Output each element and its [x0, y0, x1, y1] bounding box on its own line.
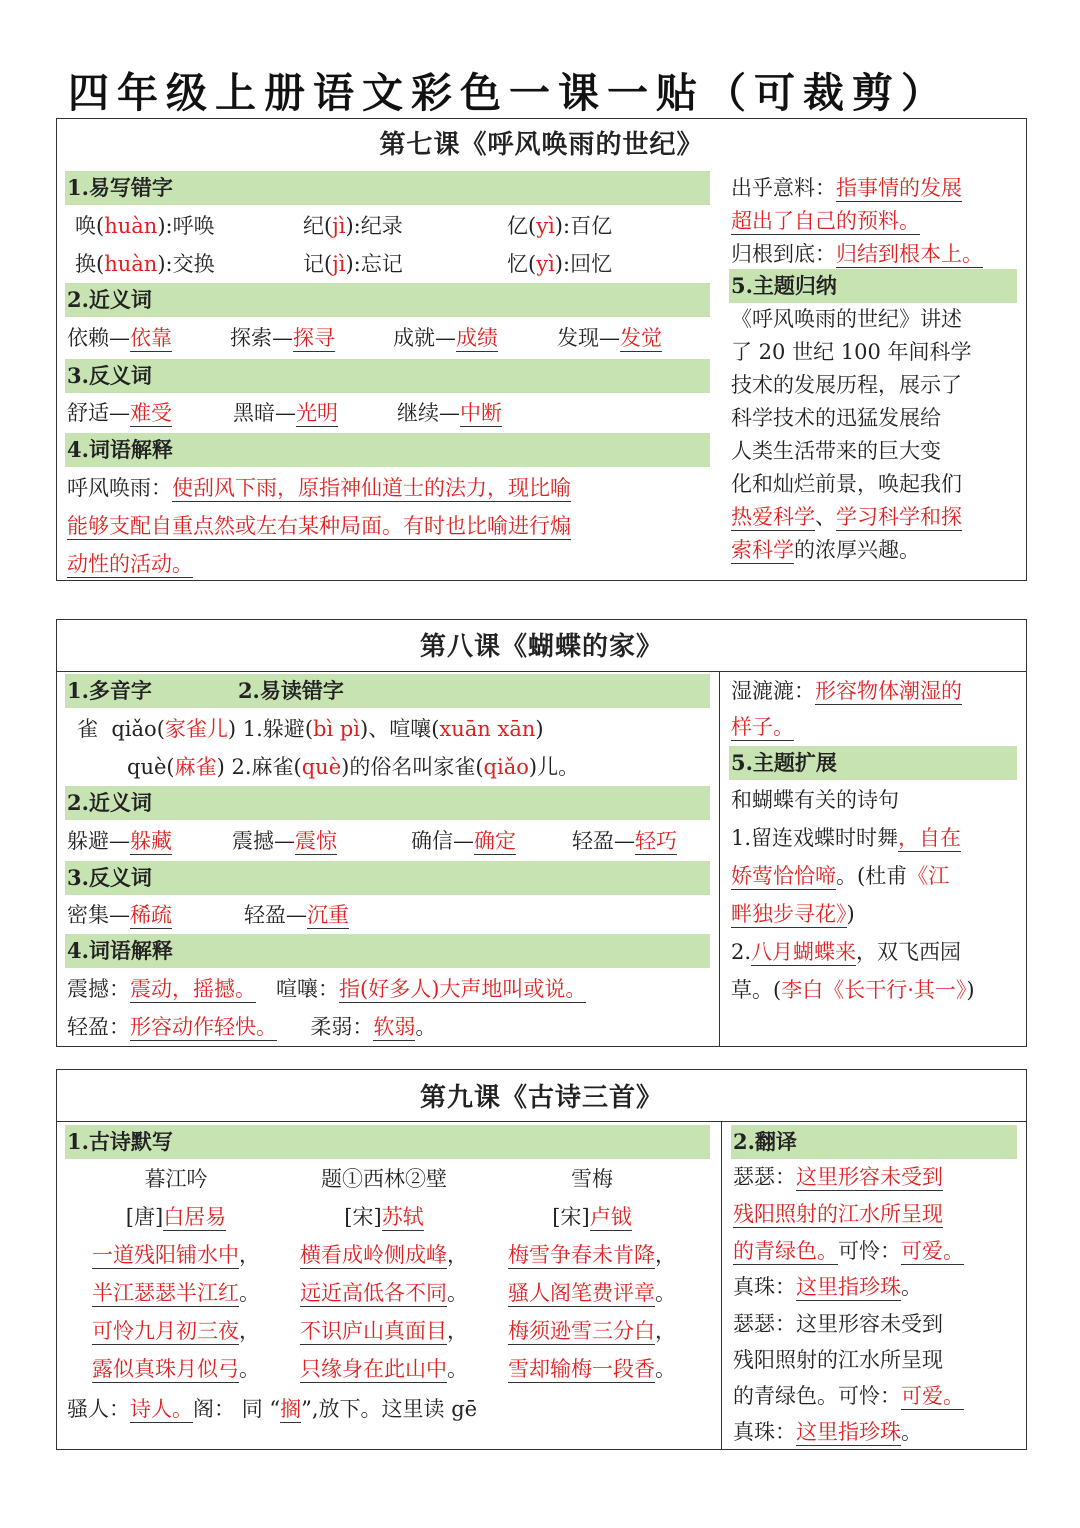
punct: 。 [239, 1281, 260, 1305]
definition: 使刮风下雨，原指神仙道士的法力，现比喻 [172, 476, 571, 500]
verse: 远近高低各不同 [300, 1281, 447, 1305]
lesson7-theme-l1: 《呼风唤雨的世纪》讲述 [731, 307, 962, 331]
term: 归根到底： [731, 242, 836, 266]
word: 忘记 [360, 252, 403, 276]
definition: 这里指珍珠 [796, 1420, 901, 1444]
syn-word: 依赖 [67, 326, 109, 350]
lesson8-poem1-l3 [731, 897, 855, 931]
verse: 一道残阳铺水中 [92, 1243, 239, 1267]
pinyin: qiǎo [483, 755, 529, 779]
term: 真珠： [733, 1420, 796, 1444]
err-text: 的俗名叫家雀 [349, 755, 476, 779]
definition: 这里指珍珠 [796, 1275, 901, 1299]
lesson8-r-term1 [731, 674, 962, 708]
ant-word: 继续 [397, 401, 439, 425]
poem-answer: 八月蝴蝶来 [751, 940, 857, 964]
syn-answer: 成绩 [456, 326, 498, 350]
poem-line [71, 1274, 281, 1312]
lesson7-title: 第七课《呼风唤雨的世纪》 [379, 130, 704, 160]
poem-source: 畔独步寻花》 [731, 902, 847, 926]
poem-text: ，双飞西园 [856, 940, 962, 964]
author: 苏轼 [381, 1205, 424, 1229]
definition: 震动，摇撼。 [130, 977, 256, 1001]
punct: 。 [239, 1357, 260, 1381]
ant-word: 密集 [67, 903, 109, 927]
syn-word: 躲避 [67, 829, 109, 853]
definition: 能够支配自重点然或左右某种局面。有时也比喻进行煽 [67, 514, 571, 538]
note-text: 同 “ [241, 1397, 281, 1421]
syn-answer: 躲藏 [130, 829, 172, 853]
term: 喧嚷： [276, 977, 340, 1001]
punct: 。 [655, 1281, 676, 1305]
separator: 、 [815, 505, 836, 529]
poem-line [71, 1350, 281, 1388]
err-text: 儿。 [537, 755, 580, 779]
syn-word: 成就 [393, 326, 435, 350]
lesson8-def-row1 [67, 972, 586, 1006]
theme-highlight: 学习科学和探 [836, 505, 962, 529]
poem-text: 。(杜甫 [836, 864, 908, 888]
punct: 。 [901, 1275, 922, 1299]
lesson9-tr2-l1: 瑟瑟：这里形容未受到 [733, 1312, 943, 1336]
word: 呼唤 [172, 214, 215, 238]
lesson9-tr-l4 [733, 1270, 922, 1304]
poem-source: 李白《长干行·其一》 [781, 978, 967, 1002]
poem-answer: ，自在 [898, 826, 962, 850]
lesson9-note [67, 1392, 477, 1426]
poem3 [487, 1160, 697, 1388]
lesson7-r-def1b [731, 204, 920, 238]
poem-author [71, 1198, 281, 1236]
lesson7-theme-l5: 人类生活带来的巨大变 [731, 439, 941, 463]
lesson9-tr2-l2: 残阳照射的江水所呈现 [733, 1348, 943, 1372]
definition: 的青绿色。 [733, 1239, 838, 1263]
definition: 可爱。 [901, 1239, 964, 1263]
word: 回忆 [570, 252, 613, 276]
poem-line [279, 1274, 489, 1312]
definition: 残阳照射的江水所呈现 [733, 1202, 943, 1226]
lesson8-poly-row2: què(麻雀) 2.麻雀(què)的俗名叫家雀(qiǎo)儿。 [127, 755, 580, 779]
pinyin: yì [536, 252, 555, 276]
lesson7-theme-l6: 化和灿烂前景，唤起我们 [731, 472, 962, 496]
theme-highlight: 热爱科学 [731, 505, 815, 529]
pinyin: huàn [104, 214, 158, 238]
lesson7-sec4-header: 4.词语解释 [65, 433, 710, 467]
term: 可怜： [838, 1239, 901, 1263]
poem-title: 暮江吟 [144, 1167, 208, 1191]
lesson9-sec1-header: 1.古诗默写 [65, 1125, 710, 1159]
ant-word: 黑暗 [233, 401, 275, 425]
lesson8-card: 第八课《蝴蝶的家》 1.多音字 2.易读错字 雀 qiǎo(家雀儿) 1.躲避(bì pì)、喧嚷(xuān xān) què(麻雀) 2.麻雀(què)的俗名叫家雀(qiǎo)儿。 2.近义词 躲避—躲藏 震撼—震惊 确信—确定 轻盈—轻巧 3.反义词 密集—稀疏 轻盈—沉重 4.词语解释 震撼：震动，摇撼。 喧嚷：指(好多人)大声地叫或说。 轻盈：形容动作轻快。 柔弱：软弱。 湿漉漉：形容物体潮湿的 样子。 5.主题扩展 和蝴蝶有关的诗句 1.留连戏蝶时时舞，自在 娇莺恰恰啼。(杜甫《江 畔独步寻花》) 2.八月蝴蝶来，双飞西园 草。(李白《长干行·其一》) [56, 619, 1027, 1047]
author: 白居易 [163, 1205, 227, 1229]
definition: 样子。 [731, 715, 794, 739]
ant-answer: 中断 [460, 401, 502, 425]
punct: 。 [415, 1015, 437, 1039]
definition: 这里形容未受到 [796, 1165, 943, 1189]
lesson7-theme-l3: 技术的发展历程，展示了 [731, 373, 962, 397]
lesson7-r-term2 [731, 237, 983, 271]
definition: 归结到根本上。 [836, 242, 983, 266]
ant-answer: 难受 [130, 401, 172, 425]
poem-text: 2. [731, 940, 752, 964]
lesson8-poem2-l2 [731, 973, 975, 1007]
note-text: ”,放下。这里读 gē [301, 1397, 478, 1421]
syn-answer: 探寻 [293, 326, 335, 350]
poly-char: 雀 [77, 717, 98, 741]
verse: 梅雪争春未肯降 [508, 1243, 655, 1267]
syn-answer: 震惊 [295, 829, 337, 853]
poem-author [487, 1198, 697, 1236]
lesson7-theme-l2: 了 20 世纪 100 年间科学 [731, 340, 972, 364]
tr-text: 的青绿色。可怜： [733, 1384, 901, 1408]
char: 亿 [507, 214, 528, 238]
lesson7-def-line2 [67, 509, 571, 543]
syn-answer: 发觉 [620, 326, 662, 350]
punct: ， [239, 1243, 260, 1267]
err-text: 1.躲避 [242, 717, 305, 741]
definition: 指事情的发展 [836, 176, 962, 200]
verse: 可怜九月初三夜 [92, 1319, 239, 1343]
lesson7-card: 第七课《呼风唤雨的世纪》 1.易写错字 唤(huàn):呼唤 纪(jì):纪录 亿(yì):百亿 换(huàn):交换 记(jì):忘记 忆(yì):回忆 2.近义词 依赖—依靠 探索—探寻 成就—成绩 发现—发觉 3.反义词 舒适—难受 黑暗—光明 继续—中断 4.词语解释 呼风唤雨：使刮风下雨，原指神仙道士的法力，现比喻 能够支配自重点然或左右某种局面。有时也比喻进行煽 动性的活动。 出乎意料：指事情的发展 超出了自己的预料。 归根到底：归结到根本上。 5.主题归纳 《呼风唤雨的世纪》讲述 了 20 世纪 100 年间科学 技术的发展历程，展示了 科学技术的迅猛发展给 人类生活带来的巨大变 化和灿烂前景，唤起我们 热爱科学、学习科学和探 索科学的浓厚兴趣。 [56, 118, 1027, 581]
lesson7-theme-l7 [731, 500, 962, 534]
lesson8-title: 第八课《蝴蝶的家》 [57, 620, 1026, 672]
poem-line [71, 1312, 281, 1350]
lesson9-tr-l2 [733, 1197, 943, 1231]
lesson9-tr2-l3 [733, 1379, 964, 1413]
pinyin: jì [332, 214, 346, 238]
definition: 形容物体潮湿的 [815, 679, 962, 703]
lesson8-poly-row1: 雀 qiǎo(家雀儿) 1.躲避(bì pì)、喧嚷(xuān xān) [77, 717, 544, 741]
sec-label: 2.易读错字 [237, 678, 344, 703]
poem1 [71, 1160, 281, 1388]
verse: 横看成岭侧成峰 [300, 1243, 447, 1267]
definition: 软弱 [373, 1015, 416, 1039]
verse: 雪却输梅一段香 [508, 1357, 655, 1381]
char: 记 [303, 252, 324, 276]
punct: 。 [447, 1357, 468, 1381]
lesson9-tr-l3 [733, 1234, 964, 1268]
char: 换 [75, 252, 96, 276]
pinyin: jì [332, 252, 346, 276]
lesson7-theme-l8 [731, 533, 920, 567]
lesson9-divider [721, 1122, 722, 1450]
err-text: 2.麻雀 [231, 755, 294, 779]
poem-line [279, 1236, 489, 1274]
definition: 诗人。 [130, 1397, 193, 1421]
char: 纪 [303, 214, 324, 238]
syn-word: 震撼 [232, 829, 274, 853]
lesson8-poem1-l2 [731, 859, 949, 893]
punct: 。 [901, 1420, 922, 1444]
pinyin: què [127, 755, 167, 779]
lesson7-def-line1 [67, 471, 571, 505]
poem-author [279, 1198, 489, 1236]
lesson8-sec5-header: 5.主题扩展 [729, 746, 1017, 780]
char: 唤 [75, 214, 96, 238]
term: 阁： [193, 1397, 235, 1421]
lesson7-sec2-header: 2.近义词 [65, 283, 710, 317]
syn-word: 确信 [411, 829, 453, 853]
word: 交换 [172, 252, 215, 276]
note-answer: 搁 [280, 1397, 302, 1421]
ant-word: 舒适 [67, 401, 109, 425]
lesson9-tr-l1 [733, 1160, 943, 1194]
err-text: 、喧嚷 [368, 717, 432, 741]
lesson8-poem1-l1 [731, 821, 961, 855]
poem-line [71, 1236, 281, 1274]
pinyin: què [301, 755, 342, 779]
theme-highlight: 索科学 [731, 538, 794, 562]
dynasty: [唐] [125, 1205, 164, 1229]
punct: ， [447, 1319, 468, 1343]
dynasty: [宋] [552, 1205, 590, 1229]
term: 真珠： [733, 1275, 796, 1299]
syn-word: 探索 [230, 326, 272, 350]
punct: ， [447, 1243, 468, 1267]
pinyin: bì pì [313, 717, 361, 741]
lesson8-sec3-header: 3.反义词 [65, 861, 710, 895]
lesson7-sec3-header: 3.反义词 [65, 359, 710, 393]
verse: 不识庐山真面目 [300, 1319, 447, 1343]
verse: 骚人阁笔费评章 [508, 1281, 655, 1305]
lesson7-def-line3 [67, 547, 193, 581]
definition: 指(好多人)大声地叫或说。 [339, 977, 587, 1001]
poem-line [487, 1236, 697, 1274]
poem-answer: 娇莺恰恰啼 [731, 864, 836, 888]
lesson8-ext-intro: 和蝴蝶有关的诗句 [731, 788, 899, 812]
poem-text: 草。( [731, 978, 782, 1002]
lesson8-sec2-header: 2.近义词 [65, 786, 710, 820]
lesson8-divider [719, 672, 720, 1047]
term: 柔弱： [310, 1015, 374, 1039]
lesson8-r-def1b [731, 710, 794, 744]
term: 震撼： [67, 977, 130, 1001]
poem-title: 题①西林②壁 [321, 1167, 447, 1191]
ant-answer: 光明 [296, 401, 338, 425]
word: 纪录 [360, 214, 403, 238]
author: 卢钺 [589, 1205, 632, 1229]
lesson7-sec5-header: 5.主题归纳 [729, 269, 1017, 303]
punct: 。 [447, 1281, 468, 1305]
poem-text: ) [966, 978, 975, 1002]
lesson8-sec1-header [65, 674, 710, 708]
verse: 梅须逊雪三分白 [508, 1319, 655, 1343]
pinyin: xuān xān [439, 717, 536, 741]
punct: ， [655, 1319, 676, 1343]
poem-source: 《江 [907, 864, 950, 888]
poem-line [487, 1312, 697, 1350]
ant-answer: 稀疏 [130, 903, 172, 927]
ant-answer: 沉重 [307, 903, 349, 927]
poem-line [279, 1312, 489, 1350]
syn-answer: 轻巧 [635, 829, 677, 853]
pinyin: yì [536, 214, 555, 238]
lesson7-r-term1 [731, 171, 962, 205]
word: 百亿 [570, 214, 613, 238]
term: 瑟瑟： [733, 1165, 796, 1189]
punct: ， [239, 1319, 260, 1343]
syn-answer: 确定 [474, 829, 516, 853]
pinyin: huàn [104, 252, 158, 276]
verse: 露似真珠月似弓 [92, 1357, 239, 1381]
lesson7-sec1-header: 1.易写错字 [65, 171, 710, 205]
lesson9-title: 第九课《古诗三首》 [57, 1070, 1026, 1122]
poem2 [279, 1160, 489, 1388]
definition: 可爱。 [901, 1384, 964, 1408]
lesson8-sec4-header: 4.词语解释 [65, 934, 710, 968]
poly-word: 麻雀 [174, 755, 217, 779]
page-title: 四年级上册语文彩色一课一贴（可裁剪） [68, 69, 950, 117]
poly-word: 家雀儿 [164, 717, 228, 741]
lesson9-sec2-header: 2.翻译 [731, 1125, 1017, 1159]
pinyin: qiǎo [111, 717, 157, 741]
term: 出乎意料： [731, 176, 836, 200]
punct: 。 [655, 1357, 676, 1381]
syn-word: 发现 [557, 326, 599, 350]
poem-line [487, 1274, 697, 1312]
sec-label: 1.多音字 [67, 678, 152, 703]
lesson9-card [56, 1069, 1027, 1450]
lesson9-tr2-l4 [733, 1415, 922, 1449]
poem-title: 雪梅 [571, 1167, 613, 1191]
term: 骚人： [67, 1397, 130, 1421]
syn-word: 轻盈 [572, 829, 614, 853]
syn-answer: 依靠 [130, 326, 172, 350]
term: 湿漉漉： [731, 679, 815, 703]
punct: ， [655, 1243, 676, 1267]
definition: 超出了自己的预料。 [731, 209, 920, 233]
verse: 半江瑟瑟半江红 [92, 1281, 239, 1305]
lesson8-def-row2 [67, 1010, 436, 1044]
lesson7-theme-l4: 科学技术的迅猛发展给 [731, 406, 941, 430]
theme-text: 的浓厚兴趣。 [794, 538, 920, 562]
term: 呼风唤雨： [67, 476, 172, 500]
dynasty: [宋] [344, 1205, 382, 1229]
lesson8-poem2-l1 [731, 935, 961, 969]
term: 轻盈： [67, 1015, 130, 1039]
verse: 只缘身在此山中 [300, 1357, 447, 1381]
definition: 动性的活动。 [67, 552, 193, 576]
char: 忆 [507, 252, 528, 276]
poem-line [279, 1350, 489, 1388]
poem-text: 1.留连戏蝶时时舞 [731, 826, 899, 850]
poem-text: ) [846, 902, 855, 926]
ant-word: 轻盈 [244, 903, 286, 927]
definition: 形容动作轻快。 [130, 1015, 277, 1039]
poem-line [487, 1350, 697, 1388]
